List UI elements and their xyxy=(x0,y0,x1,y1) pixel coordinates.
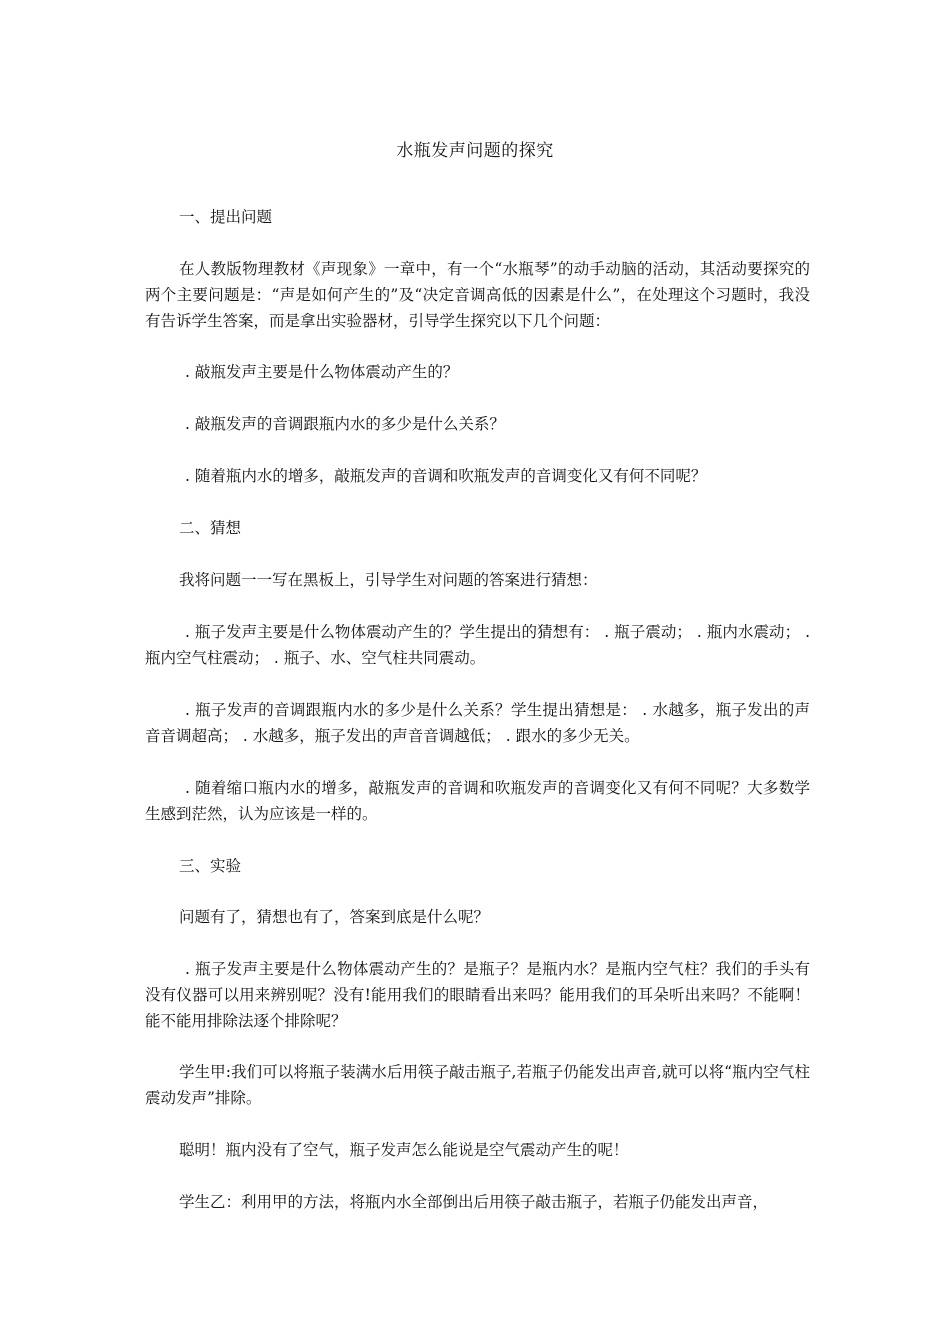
question-item-1: . 敲瓶发声主要是什么物体震动产生的？ xyxy=(185,363,459,381)
experiment-item-1: . 瓶子发声主要是什么物体震动产生的？是瓶子？是瓶内水？是瓶内空气柱？我们的手头有没有仪器可以用来辨别呢？没有!能用我们的眼睛看出来吗？能用我们的耳朵听出来吗？不能啊！能不能用排除法逐个排除呢？ xyxy=(145,960,810,1030)
experiment-intro-paragraph: 问题有了，猜想也有了，答案到底是什么呢？ xyxy=(179,908,490,926)
praise-paragraph: 聪明！瓶内没有了空气，瓶子发声怎么能说是空气震动产生的呢！ xyxy=(179,1141,629,1159)
guess-item-1: . 瓶子发声主要是什么物体震动产生的？学生提出的猜想有： . 瓶子震动； . 瓶内水震动； . 瓶内空气柱震动； . 瓶子、水、空气柱共同震动。 xyxy=(145,623,810,667)
guess-intro-paragraph: 我将问题一一写在黑板上，引导学生对问题的答案进行猜想： xyxy=(179,571,598,589)
intro-paragraph: 在人教版物理教材《声现象》一章中，有一个“水瓶琴”的动手动脑的活动，其活动要探究的两个主要问题是：“声是如何产生的”及“决定音调高低的因素是什么”，在处理这个习题时，我没有告诉学生答案，而是拿出实验器材，引导学生探究以下几个问题： xyxy=(145,260,810,330)
heading-raise-question: 一、提出问题 xyxy=(179,208,273,226)
heading-guess: 二、猜想 xyxy=(179,519,242,537)
document-title: 水瓶发声问题的探究 xyxy=(396,141,554,161)
student-a-paragraph: 学生甲:我们可以将瓶子装满水后用筷子敲击瓶子,若瓶子仍能发出声音,就可以将“瓶内空气柱震动发声”排除。 xyxy=(145,1063,810,1107)
guess-item-3: . 随着缩口瓶内水的增多，敲瓶发声的音调和吹瓶发声的音调变化又有何不同呢？大多数学生感到茫然，认为应该是一样的。 xyxy=(145,779,810,823)
question-item-2: . 敲瓶发声的音调跟瓶内水的多少是什么关系？ xyxy=(185,415,505,433)
guess-item-2: . 瓶子发声的音调跟瓶内水的多少是什么关系？学生提出猜想是： . 水越多，瓶子发出的声音音调超高； . 水越多，瓶子发出的声音音调越低； . 跟水的多少无关。 xyxy=(145,701,810,745)
student-b-paragraph: 学生乙：利用甲的方法，将瓶内水全部倒出后用筷子敲击瓶子，若瓶子仍能发出声音， xyxy=(179,1193,769,1211)
heading-experiment: 三、实验 xyxy=(179,857,242,875)
question-item-3: . 随着瓶内水的增多，敲瓶发声的音调和吹瓶发声的音调变化又有何不同呢？ xyxy=(185,467,707,485)
